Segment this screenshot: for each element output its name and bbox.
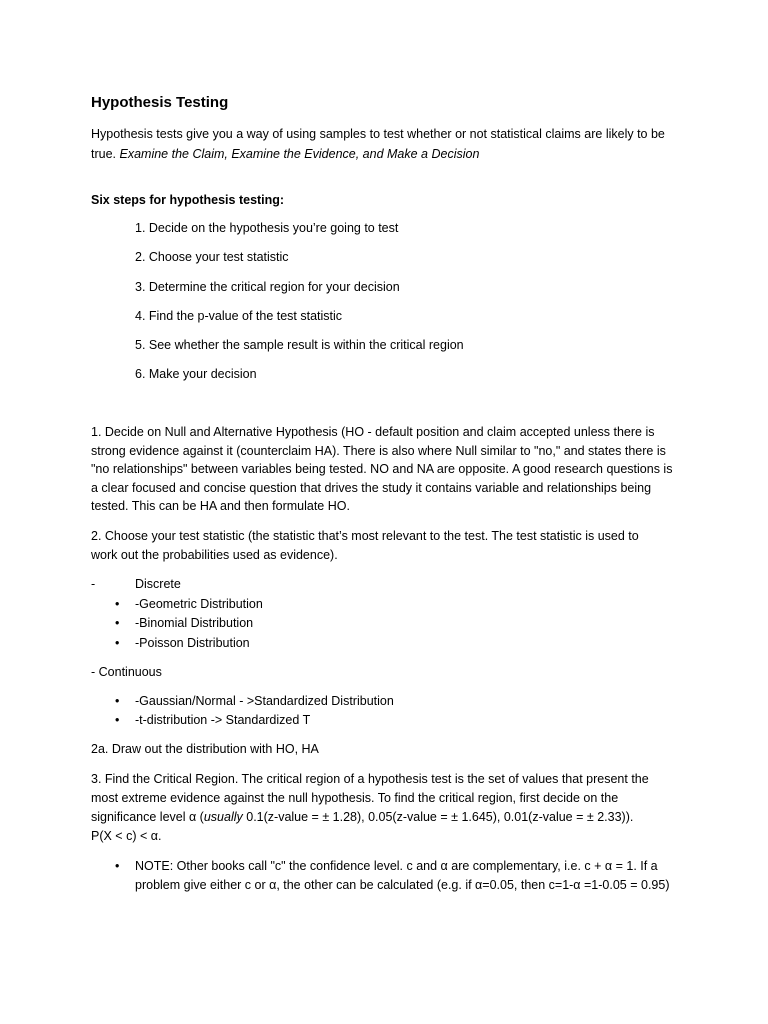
- para2-line: 2. Choose your test statistic (the statistic that’s most relevant to the test. The test statistic is used to: [91, 529, 639, 543]
- para3-line: most extreme evidence against the null hypothesis. To find the critical region, first decide on the: [91, 791, 619, 805]
- note-line: NOTE: Other books call "c" the confidence level. c and α are complementary, i.e. c + α = 1. If a: [135, 859, 658, 873]
- discrete-label: Discrete: [135, 577, 181, 591]
- para3-sig-a: significance level α (: [91, 810, 204, 824]
- note-line: problem give either c or α, the other can be calculated (e.g. if α=0.05, then c=1-α =1-0.05 = 0.95): [135, 878, 670, 892]
- step-item: 5. See whether the sample result is within the critical region: [135, 338, 464, 352]
- para3-line-significance: [91, 809, 633, 825]
- continuous-item: -t-distribution -> Standardized T: [135, 713, 311, 727]
- bullet-icon: [115, 615, 119, 631]
- para3-line: P(X < c) < α.: [91, 829, 162, 843]
- para1-line: strong evidence against it (counterclaim HA). There is also where Null similar to "no," and states there is: [91, 444, 666, 458]
- intro-line-2: [91, 146, 479, 162]
- para3-line: 3. Find the Critical Region. The critical region of a hypothesis test is the set of values that present the: [91, 772, 649, 786]
- bullet-icon: [115, 858, 119, 874]
- intro-italic-phrase: Examine the Claim, Examine the Evidence, and Make a Decision: [119, 147, 480, 161]
- step-item: 3. Determine the critical region for your decision: [135, 280, 400, 294]
- para2a: 2a. Draw out the distribution with HO, HA: [91, 742, 319, 756]
- para1-line: "no relationships" between variables being tested. NO and NA are opposite. A good research questions is: [91, 462, 673, 476]
- bullet-icon: [115, 596, 119, 612]
- intro-true: true.: [91, 147, 117, 161]
- intro-line-1: Hypothesis tests give you a way of using samples to test whether or not statistical claims are likely to be: [91, 127, 665, 141]
- discrete-dash: -: [91, 577, 96, 591]
- step-item: 6. Make your decision: [135, 367, 257, 381]
- bullet-icon: [115, 712, 119, 728]
- bullet-icon: [115, 693, 119, 709]
- para3-sig-italic: usually: [203, 810, 243, 824]
- discrete-item: -Geometric Distribution: [135, 597, 263, 611]
- para3-sig-b: 0.1(z-value = ± 1.28), 0.05(z-value = ± 1.645), 0.01(z-value = ± 2.33)).: [242, 810, 634, 824]
- bullet-icon: [115, 635, 119, 651]
- document-title: Hypothesis Testing: [91, 94, 229, 111]
- steps-heading: Six steps for hypothesis testing:: [91, 193, 285, 207]
- step-item: 4. Find the p-value of the test statistic: [135, 309, 343, 323]
- step-item: 1. Decide on the hypothesis you’re going to test: [135, 221, 399, 235]
- para1-line: 1. Decide on Null and Alternative Hypothesis (HO - default position and claim accepted unless there is: [91, 425, 655, 439]
- discrete-item: -Poisson Distribution: [135, 636, 250, 650]
- discrete-item: -Binomial Distribution: [135, 616, 254, 630]
- para1-line: tested. This can be HA and then formulate HO.: [91, 499, 350, 513]
- para2-line: work out the probabilities used as evidence).: [91, 548, 338, 562]
- para1-line: a clear focused and concise question that drives the study it contains variable and relationships being: [91, 481, 652, 495]
- step-item: 2. Choose your test statistic: [135, 250, 289, 264]
- continuous-label: - Continuous: [91, 665, 162, 679]
- continuous-item: -Gaussian/Normal - >Standardized Distribution: [135, 694, 394, 708]
